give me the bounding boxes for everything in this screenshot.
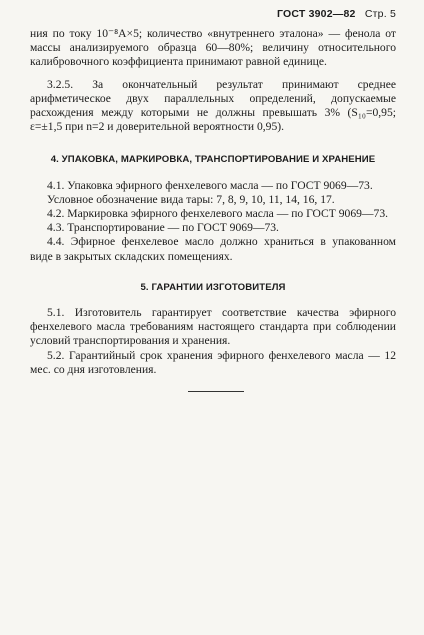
paragraph-4-1: 4.1. Упаковка эфирного фенхелевого масла — по ГОСТ 9069—73. — [47, 178, 373, 192]
section-5-heading: 5. ГАРАНТИИ ИЗГОТОВИТЕЛЯ — [140, 281, 286, 293]
document-body — [30, 27, 396, 377]
section-4-heading: 4. УПАКОВКА, МАРКИРОВКА, ТРАНСПОРТИРОВАНИЕ И ХРАНЕНИЕ — [50, 154, 376, 166]
paragraph-continuation: ния по току 10⁻⁸А×5; количество «внутреннего эталона» — фенола от массы анализируемого образца 60—80%; величину относительного калибровочного коэффициента принимают равной единице. — [30, 27, 396, 69]
paragraph-4-4: 4.4. Эфирное фенхелевое масло должно храниться в упакованном виде в закрытых складских помещениях. — [30, 235, 396, 263]
paragraph-5-1: 5.1. Изготовитель гарантирует соответствие качества эфирного фенхелевого масла требованиям настоящего стандарта при соблюдении условий транспортирования и хранения. — [30, 306, 396, 348]
paragraph-3-2-5: 3.2.5. За окончательный результат принимают среднее арифметическое двух параллельных определений, допускаемые расхождения между которыми не должны превышать 3% (S₁₀=0,95; ε=±1,5 при n=2 и доверительной вероятности 0,95). — [30, 77, 396, 134]
paragraph-5-2: 5.2. Гарантийный срок хранения эфирного фенхелевого масла — 12 мес. со дня изготовления. — [30, 348, 396, 376]
gost-number: ГОСТ 3902—82 — [276, 8, 356, 20]
end-rule — [188, 391, 244, 392]
page-number: Стр. 5 — [364, 8, 396, 20]
paragraph-4-2: 4.2. Маркировка эфирного фенхелевого масла — по ГОСТ 9069—73. — [47, 207, 389, 221]
page-header — [30, 8, 396, 20]
paragraph-4-1-tare: Условное обозначение вида тары: 7, 8, 9, 10, 11, 14, 16, 17. — [47, 192, 335, 206]
paragraph-4-3: 4.3. Транспортирование — по ГОСТ 9069—73. — [47, 221, 279, 235]
